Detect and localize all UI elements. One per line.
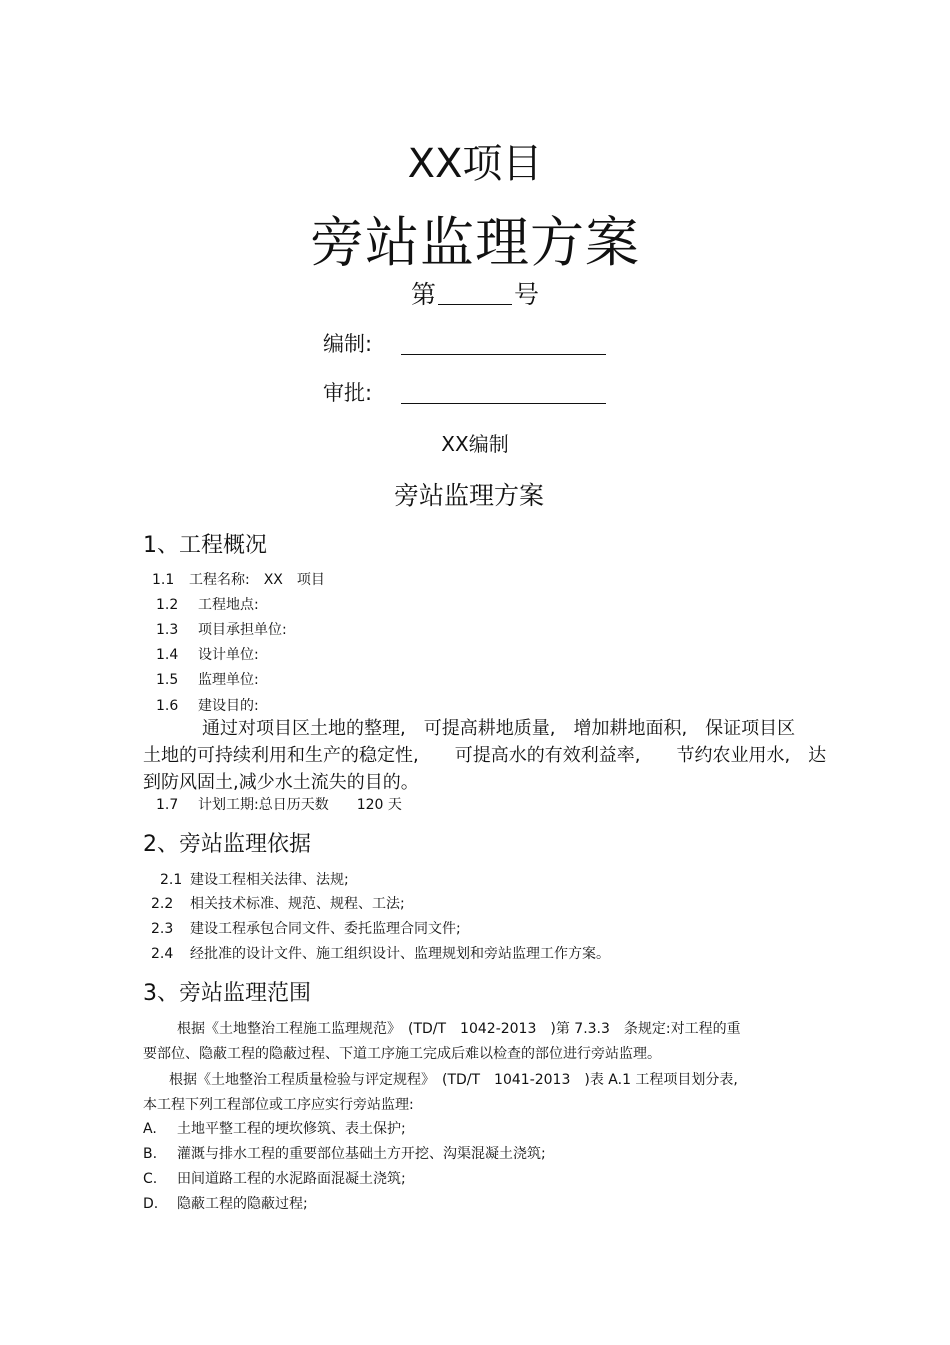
- number-blank-line: [438, 284, 512, 305]
- list-item-a: A. 土地平整工程的埂坎修筑、表土保护;: [143, 1121, 406, 1137]
- section3-para2-line1: 根据《土地整治工程质量检验与评定规程》 (TD/T 1041-2013 )表 A.1 工程项目划分表,: [169, 1072, 738, 1088]
- editor-row: [323, 328, 372, 358]
- editor-signature-line: [401, 354, 606, 355]
- approver-row: [323, 377, 372, 407]
- item-2-4: 2.4 经批准的设计文件、施工组织设计、监理规划和旁站监理工作方案。: [151, 946, 610, 962]
- editor-label: 编制:: [323, 332, 373, 356]
- item-1-2: 1.2 工程地点:: [156, 597, 259, 613]
- cover-number: [0, 275, 950, 311]
- purpose-line-3: 到防风固土,减少水土流失的目的。: [143, 772, 419, 793]
- approver-signature-line: [401, 403, 606, 404]
- list-item-d: D. 隐蔽工程的隐蔽过程;: [143, 1196, 308, 1212]
- item-1-1: 1.1 工程名称: XX 项目: [152, 572, 325, 588]
- cover-project-name: XX项目: [407, 141, 543, 187]
- list-item-b: B. 灌溉与排水工程的重要部位基础土方开挖、沟渠混凝土浇筑;: [143, 1146, 546, 1162]
- cover-title: 旁站监理方案: [310, 211, 640, 274]
- organization: XX编制: [441, 432, 509, 456]
- list-item-c: C. 田间道路工程的水泥路面混凝土浇筑;: [143, 1171, 406, 1187]
- item-1-5: 1.5 监理单位:: [156, 672, 259, 688]
- item-2-3: 2.3 建设工程承包合同文件、委托监理合同文件;: [151, 921, 461, 937]
- section3-heading: 3、旁站监理范围: [143, 981, 311, 1006]
- item-1-6: 1.6 建设目的:: [156, 698, 259, 714]
- approver-label: 审批:: [323, 381, 373, 405]
- number-prefix: 第: [410, 280, 436, 309]
- section3-para1-line2: 要部位、隐蔽工程的隐蔽过程、下道工序施工完成后难以检查的部位进行旁站监理。: [143, 1046, 661, 1062]
- number-suffix: 号: [514, 280, 540, 309]
- section1-heading: 1、工程概况: [143, 533, 267, 558]
- section3-para1-line1: 根据《土地整治工程施工监理规范》 (TD/T 1042-2013 )第 7.3.3 条规定:对工程的重: [177, 1021, 741, 1037]
- purpose-line-2: 土地的可持续利用和生产的稳定性, 可提高水的有效利益率, 节约农业用水, 达: [143, 745, 827, 766]
- item-1-4: 1.4 设计单位:: [156, 647, 259, 663]
- item-2-1: 2.1 建设工程相关法律、法规;: [160, 872, 349, 888]
- doc-title: 旁站监理方案: [393, 481, 544, 510]
- item-1-7: 1.7 计划工期:总日历天数 120 天: [156, 797, 402, 813]
- section3-para2-line2: 本工程下列工程部位或工序应实行旁站监理:: [143, 1097, 414, 1113]
- purpose-line-1: 通过对项目区土地的整理, 可提高耕地质量, 增加耕地面积, 保证项目区: [202, 718, 796, 739]
- section2-heading: 2、旁站监理依据: [143, 832, 311, 857]
- item-2-2: 2.2 相关技术标准、规范、规程、工法;: [151, 896, 405, 912]
- item-1-3: 1.3 项目承担单位:: [156, 622, 287, 638]
